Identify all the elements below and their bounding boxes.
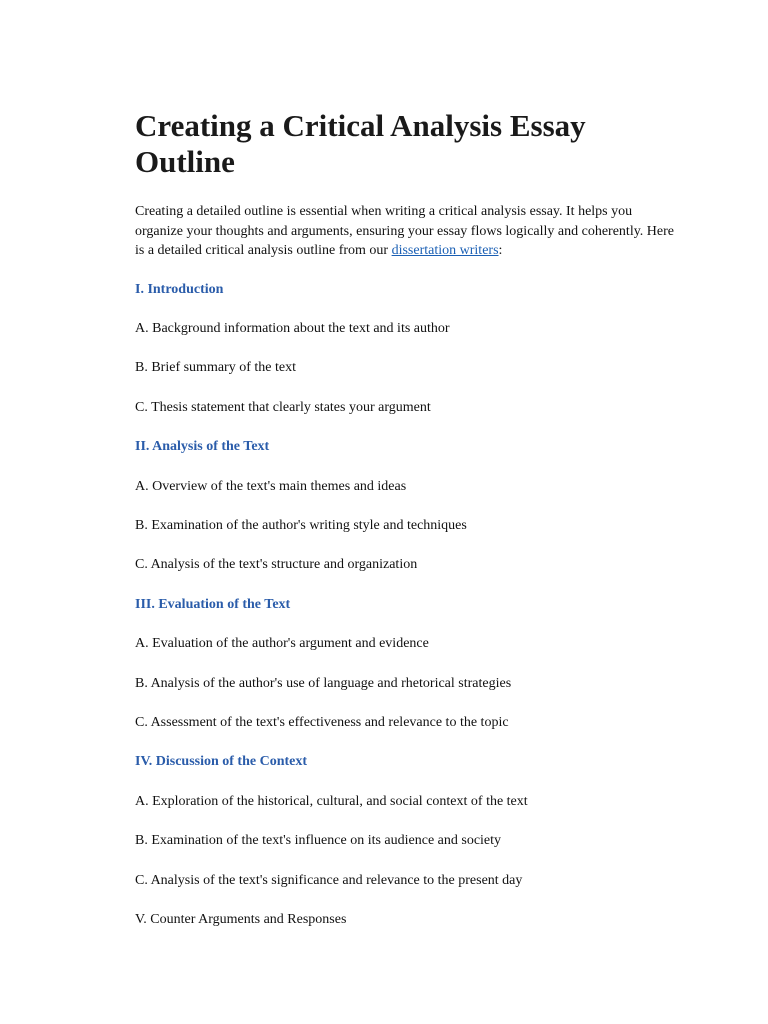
intro-paragraph: [135, 202, 680, 261]
outline-item: C. Thesis statement that clearly states your argument: [135, 400, 431, 415]
section-heading-evaluation: III. Evaluation of the Text: [135, 597, 291, 612]
outline-item: B. Examination of the text's influence on its audience and society: [135, 833, 502, 848]
outline-item-counter-arguments: V. Counter Arguments and Responses: [135, 912, 347, 927]
outline-item: B. Examination of the author's writing style and techniques: [135, 518, 467, 533]
intro-trailing: :: [498, 243, 503, 258]
section-heading-analysis: II. Analysis of the Text: [135, 439, 270, 454]
outline-item: B. Brief summary of the text: [135, 360, 296, 375]
intro-text: Creating a detailed outline is essential when writing a critical analysis essay. It helps you organize your thoughts and arguments, ensuring your essay flows logically and coherently. Here is a detailed critical analysis outline from our: [135, 204, 674, 258]
outline-item: C. Analysis of the text's structure and organization: [135, 557, 418, 572]
outline-item: A. Background information about the text and its author: [135, 321, 450, 336]
outline-item: A. Exploration of the historical, cultural, and social context of the text: [135, 794, 528, 809]
section-heading-context: IV. Discussion of the Context: [135, 754, 308, 769]
outline-item: B. Analysis of the author's use of language and rhetorical strategies: [135, 676, 512, 691]
outline-item: A. Overview of the text's main themes and ideas: [135, 479, 407, 494]
section-heading-introduction: I. Introduction: [135, 282, 224, 297]
page-title: Creating a Critical Analysis Essay Outline: [135, 108, 586, 179]
outline-item: C. Analysis of the text's significance and relevance to the present day: [135, 873, 523, 888]
outline-item: A. Evaluation of the author's argument and evidence: [135, 636, 429, 651]
dissertation-writers-link[interactable]: dissertation writers: [391, 243, 499, 258]
outline-item: C. Assessment of the text's effectiveness and relevance to the topic: [135, 715, 509, 730]
